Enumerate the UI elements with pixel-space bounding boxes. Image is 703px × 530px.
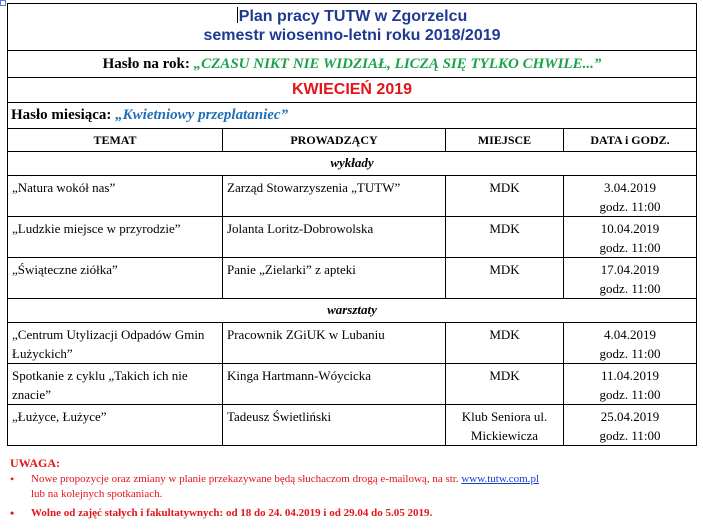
month-motto-row: Hasło miesiąca: „Kwietniowy przeplataniec” — [8, 103, 697, 129]
cell-prowadzacy: Zarząd Stowarzyszenia „TUTW” — [223, 176, 446, 217]
cell-data: 11.04.2019 godz. 11:00 — [564, 364, 697, 405]
cell-temat: Spotkanie z cyklu „Takich ich nie znacie” — [8, 364, 223, 405]
cell-miejsce: MDK — [446, 217, 564, 258]
year-motto-row: Hasło na rok: „CZASU NIKT NIE WIDZIAŁ, LICZĄ SIĘ TYLKO CHWILE...” — [8, 51, 697, 78]
object-anchor-marker — [0, 0, 6, 6]
cell-temat: „Świąteczne ziółka” — [8, 258, 223, 299]
section-header-warsztaty: warsztaty — [8, 299, 697, 323]
cell-data: 3.04.2019 godz. 11:00 — [564, 176, 697, 217]
note-item — [7, 506, 696, 521]
schedule-table — [7, 3, 697, 446]
bullet-icon: • — [10, 472, 15, 486]
cell-temat: „Łużyce, Łużyce” — [8, 405, 223, 446]
cell-temat: „Natura wokół nas” — [8, 176, 223, 217]
text-cursor — [237, 7, 238, 23]
cell-data: 4.04.2019 godz. 11:00 — [564, 323, 697, 364]
cell-data: 10.04.2019 godz. 11:00 — [564, 217, 697, 258]
year-motto-label: Hasło na rok — [102, 56, 185, 72]
column-header-miejsce: MIEJSCE — [446, 129, 564, 152]
section-header-wyklady: wykłady — [8, 152, 697, 176]
column-header-temat: TEMAT — [8, 129, 223, 152]
table-row — [8, 364, 697, 405]
cell-prowadzacy: Kinga Hartmann-Wóycicka — [223, 364, 446, 405]
cell-miejsce: MDK — [446, 323, 564, 364]
month-heading: KWIECIEŃ 2019 — [8, 78, 697, 103]
notes-heading: UWAGA: — [10, 456, 60, 470]
cell-data: 17.04.2019 godz. 11:00 — [564, 258, 697, 299]
cell-miejsce: MDK — [446, 258, 564, 299]
title-line2: semestr wiosenno-letni roku 2018/2019 — [203, 27, 501, 44]
cell-miejsce: MDK — [446, 176, 564, 217]
title-line1: Plan pracy TUTW w Zgorzelcu — [238, 8, 468, 25]
note-text: Nowe propozycje oraz zmiany w planie przekazywane będą słuchaczom drogą e-mailową, na str. — [31, 473, 462, 485]
month-motto-label: Hasło miesiąca — [11, 107, 107, 123]
year-motto-value: „CZASU NIKT NIE WIDZIAŁ, LICZĄ SIĘ TYLKO CHWILE...” — [193, 56, 602, 72]
table-row — [8, 405, 697, 446]
table-row — [8, 217, 697, 258]
table-row — [8, 258, 697, 299]
document-title — [8, 4, 697, 51]
cell-temat: „Centrum Utylizacji Odpadów Gmin Łużyckich” — [8, 323, 223, 364]
cell-prowadzacy: Tadeusz Świetliński — [223, 405, 446, 446]
cell-data: 25.04.2019 godz. 11:00 — [564, 405, 697, 446]
month-motto-value: „Kwietniowy przeplataniec” — [115, 107, 289, 123]
website-link[interactable]: www.tutw.com.pl — [461, 473, 540, 485]
cell-prowadzacy: Panie „Zielarki” z apteki — [223, 258, 446, 299]
notes-section — [7, 456, 696, 521]
note-text-continued: lub na kolejnych spotkaniach. — [31, 488, 163, 500]
table-row — [8, 323, 697, 364]
column-header-data: DATA i GODZ. — [564, 129, 697, 152]
table-row — [8, 176, 697, 217]
cell-prowadzacy: Pracownik ZGiUK w Lubaniu — [223, 323, 446, 364]
cell-temat: „Ludzkie miejsce w przyrodzie” — [8, 217, 223, 258]
cell-miejsce: MDK — [446, 364, 564, 405]
table-header-row — [8, 129, 697, 152]
bullet-icon: • — [10, 506, 15, 520]
cell-prowadzacy: Jolanta Loritz-Dobrowolska — [223, 217, 446, 258]
note-text: Wolne od zajęć stałych i fakultatywnych: od 18 do 24. 04.2019 i od 29.04 do 5.05 2019. — [31, 507, 433, 519]
column-header-prowadzacy: PROWADZĄCY — [223, 129, 446, 152]
note-item — [7, 472, 696, 502]
cell-miejsce: Klub Seniora ul. Mickiewicza — [446, 405, 564, 446]
